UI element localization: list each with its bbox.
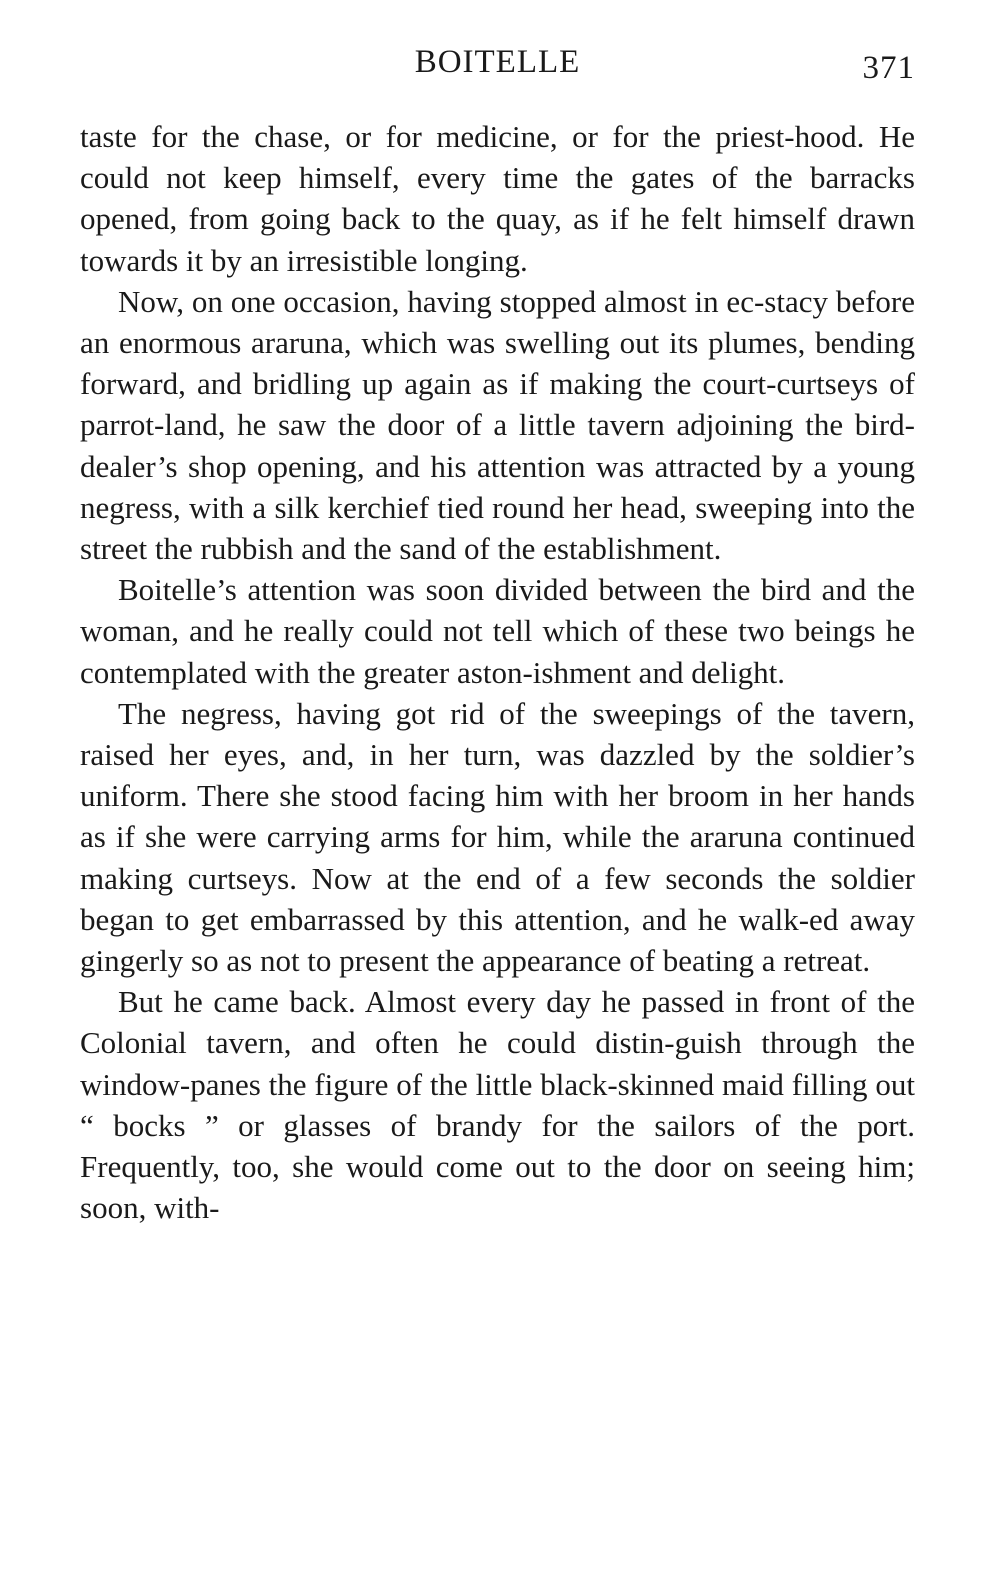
paragraph-continuation: taste for the chase, or for medicine, or for the priest-hood. He could not keep himself, every time the gates of the barracks opened, from going back to the quay, as if he felt himself drawn towards it by an irresistible longing. [80, 119, 915, 278]
page-header [80, 40, 915, 92]
paragraph: The negress, having got rid of the sweepings of the tavern, raised her eyes, and, in her turn, was dazzled by the soldier’s uniform. There she stood facing him with her broom in her hands as if she were carrying arms for him, while the araruna continued making curtseys. Now at the end of a few seconds the soldier began to get embarrassed by this attention, and he walk-ed away gingerly so as not to present the appearance of beating a retreat. [80, 695, 915, 979]
running-title: BOITELLE [414, 44, 581, 80]
paragraph: Now, on one occasion, having stopped almost in ec-stacy before an enormous araruna, which was swelling out its plumes, bending forward, and bridling up again as if making the court-curtseys of parrot-land, he saw the door of a little tavern adjoining the bird-dealer’s shop opening, and his attention was attracted by a young negress, with a silk kerchief tied round her head, sweeping into the street the rubbish and the sand of the establishment. [80, 283, 915, 567]
paragraph: Boitelle’s attention was soon divided between the bird and the woman, and he really could not tell which of these two beings he contemplated with the greater aston-ishment and delight. [80, 572, 915, 690]
book-page [80, 40, 915, 1228]
paragraph: But he came back. Almost every day he passed in front of the Colonial tavern, and often he could distin-guish through the window-panes the figure of the little black-skinned maid filling out “ bocks ” or glasses of brandy for the sailors of the port. Frequently, too, she would come out to the door on seeing him; soon, with- [80, 984, 915, 1226]
page-number: 371 [862, 50, 915, 86]
body-text [80, 116, 915, 1228]
